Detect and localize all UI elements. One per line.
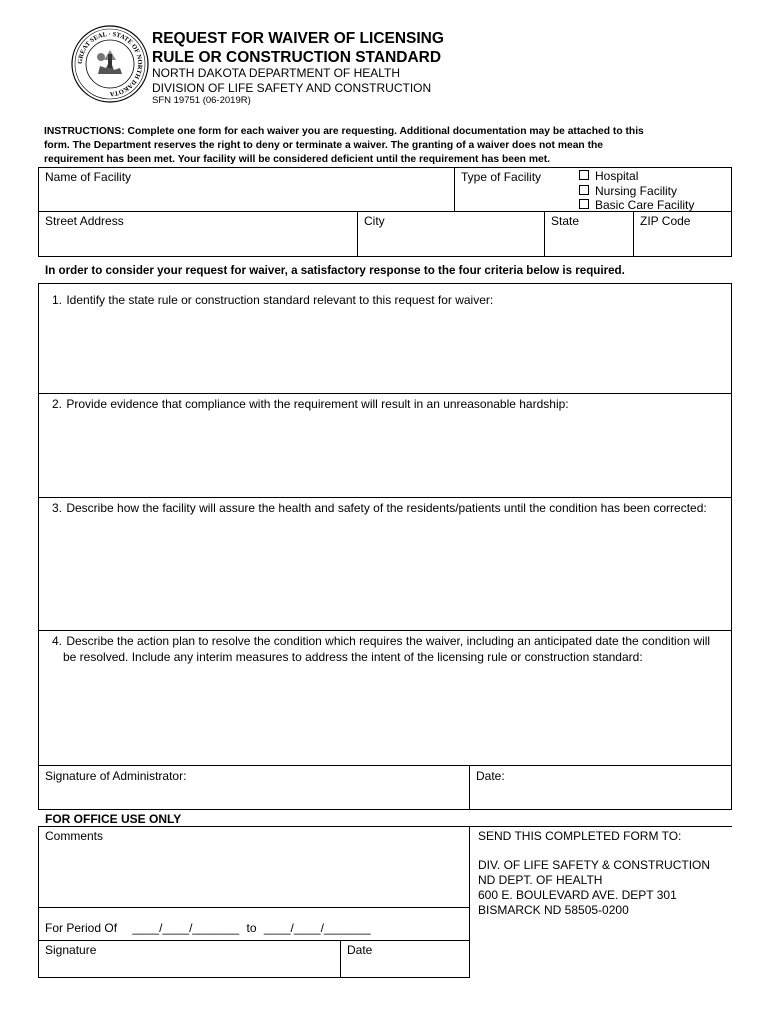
- criterion-2-text: 2. Provide evidence that compliance with the requirement will result in an unreasonable hardship:: [52, 397, 569, 411]
- criterion-2-field[interactable]: [38, 393, 732, 498]
- facility-name-label: Name of Facility: [45, 170, 132, 184]
- criterion-4-field[interactable]: [38, 630, 732, 766]
- office-period-to-label: to: [246, 921, 257, 935]
- administrator-signature-field[interactable]: [38, 765, 470, 810]
- office-period-from: ____/____/_______: [132, 921, 240, 935]
- checkbox-nursing-facility[interactable]: Nursing Facility: [579, 184, 694, 199]
- facility-name-field[interactable]: [38, 167, 455, 212]
- street-address-field[interactable]: [38, 211, 358, 257]
- office-period-to: ____/____/_______: [263, 921, 371, 935]
- office-date-label: Date: [347, 943, 373, 957]
- svg-text:GREAT SEAL · STATE OF NORTH DA: GREAT SEAL · STATE OF NORTH DAKOTA: [76, 30, 144, 98]
- form-title-line1: REQUEST FOR WAIVER OF LICENSING: [152, 30, 444, 47]
- street-address-label: Street Address: [45, 214, 124, 228]
- office-signature-field[interactable]: [38, 940, 341, 978]
- office-use-heading: FOR OFFICE USE ONLY: [45, 812, 182, 826]
- facility-type-label: Type of Facility: [461, 170, 542, 184]
- facility-type-field: [454, 167, 732, 212]
- office-date-field[interactable]: [340, 940, 470, 978]
- signature-date-field[interactable]: [469, 765, 732, 810]
- instructions-line1: INSTRUCTIONS: Complete one form for each waiver you are requesting. Additional documentation may be attached to this: [44, 126, 644, 137]
- mail-to-line3: 600 E. BOULEVARD AVE. DEPT 301: [478, 888, 677, 902]
- division-name: DIVISION OF LIFE SAFETY AND CONSTRUCTION: [152, 81, 432, 95]
- instructions-line3: requirement has been met. Your facility will be considered deficient until the requirement has been met.: [44, 154, 551, 165]
- department-name: NORTH DAKOTA DEPARTMENT OF HEALTH: [152, 66, 401, 80]
- city-field[interactable]: [357, 211, 545, 257]
- instructions-line2: form. The Department reserves the right to deny or terminate a waiver. The granting of a waiver does not mean the: [44, 140, 604, 151]
- office-period-label: For Period Of: [45, 921, 118, 935]
- zip-code-field[interactable]: [633, 211, 732, 257]
- criterion-1-field[interactable]: [38, 283, 732, 394]
- office-period-field[interactable]: [38, 907, 470, 941]
- office-comments-field[interactable]: [38, 826, 470, 908]
- criterion-3-field[interactable]: [38, 497, 732, 631]
- mail-to-line4: BISMARCK ND 58505-0200: [478, 903, 629, 917]
- signature-date-label: Date:: [476, 769, 505, 783]
- seal-icon: [70, 24, 150, 104]
- checkbox-icon: [579, 185, 589, 195]
- mail-to-line2: ND DEPT. OF HEALTH: [478, 873, 603, 887]
- criterion-4-text: 4. Describe the action plan to resolve the condition which requires the waiver, including an anticipated date the condition will be resolved. Include any interim measures to address the intent of the licensing rule or construction standard:: [52, 634, 711, 664]
- mail-to-line1: DIV. OF LIFE SAFETY & CONSTRUCTION: [478, 858, 711, 872]
- office-signature-label: Signature: [45, 943, 97, 957]
- city-label: City: [364, 214, 385, 228]
- office-comments-label: Comments: [45, 829, 104, 843]
- mail-to-block: [469, 826, 732, 920]
- checkbox-icon: [579, 170, 589, 180]
- zip-code-label: ZIP Code: [640, 214, 691, 228]
- state-label: State: [551, 214, 580, 228]
- criteria-intro: In order to consider your request for waiver, a satisfactory response to the four criteria below is required.: [45, 264, 625, 277]
- criterion-3-text: 3. Describe how the facility will assure the health and safety of the residents/patients until the condition has been corrected:: [52, 501, 707, 515]
- checkbox-basic-care-facility[interactable]: Basic Care Facility: [579, 198, 694, 213]
- mail-to-heading: SEND THIS COMPLETED FORM TO:: [478, 829, 682, 843]
- criterion-1-text: 1. Identify the state rule or construction standard relevant to this request for waiver:: [52, 293, 494, 307]
- form-title-line2: RULE OR CONSTRUCTION STANDARD: [152, 49, 442, 66]
- administrator-signature-label: Signature of Administrator:: [45, 769, 187, 783]
- checkbox-hospital[interactable]: Hospital: [579, 169, 694, 184]
- form-number: SFN 19751 (06-2019R): [152, 95, 251, 106]
- checkbox-icon: [579, 199, 589, 209]
- state-field[interactable]: [544, 211, 634, 257]
- state-seal: [70, 24, 150, 104]
